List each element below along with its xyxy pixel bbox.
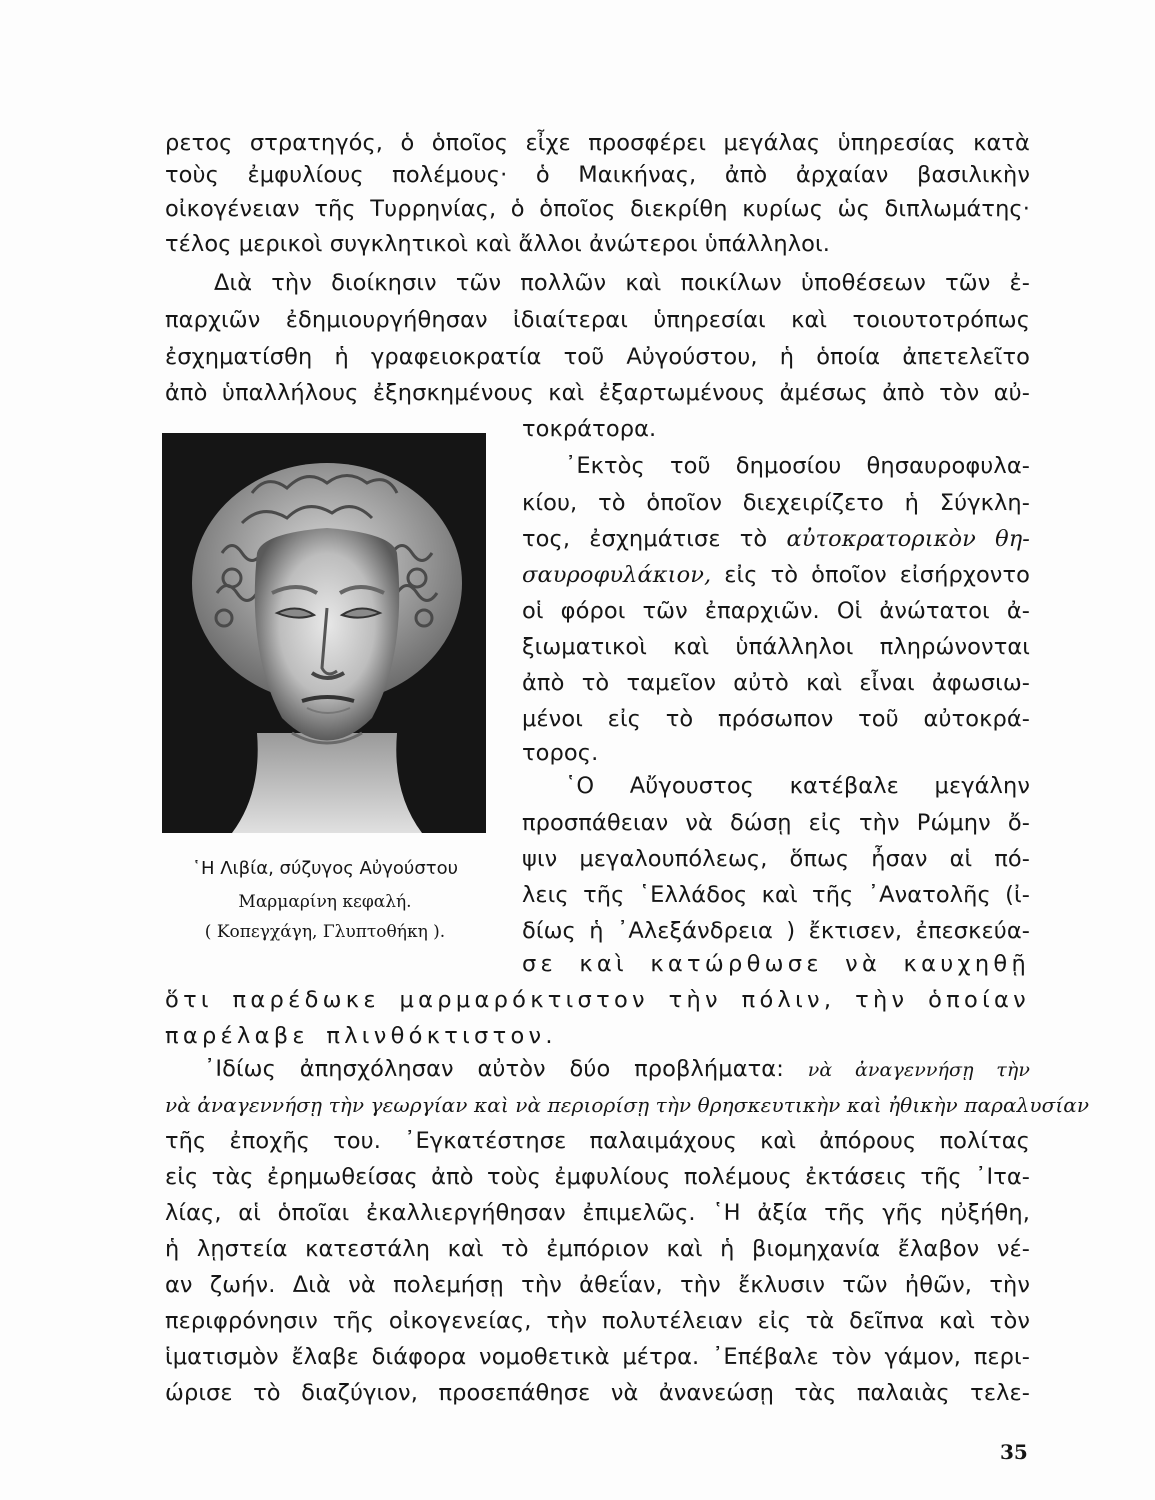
text-line: τέλος μερικοὶ συγκλητικοὶ καὶ ἄλλοι ἀνώτεροι ὑπάλληλοι. xyxy=(165,231,830,257)
text-line: κίου, τὸ ὁποῖον διεχειρίζετο ἡ Σύγκλη- xyxy=(522,490,1030,516)
portrait-illustration xyxy=(162,433,486,833)
spaced-emphasis-block: σε καὶ κατώρθωσε νὰ καυχηθῇ ὅτι παρέδωκε μαρμαρόκτιστον τὴν πόλιν, τὴν ὁποίαν παρέλαβε πλινθόκτιστον. xyxy=(165,951,1030,1049)
photo-caption-location: ( Κοπεγχάγη, Γλυπτοθήκη ). xyxy=(204,922,446,942)
paragraph-start-line-with-italic: ᾿Ιδίως ἀπησχόλησαν αὐτὸν δύο προβλήματα: νὰ ἀναγεννήσῃ τὴν xyxy=(204,1056,1030,1082)
text-line: περιφρόνησιν τῆς οἰκογενείας, τὴν πολυτέλειαν εἰς τὰ δεῖπνα καὶ τὸν xyxy=(165,1308,1030,1334)
text-line: δίως ἡ ᾿Αλεξάνδρεια ) ἔκτισεν, ἐπεσκεύα- xyxy=(522,918,1030,944)
text-line: μένοι εἰς τὸ πρόσωπον τοῦ αὐτοκρά- xyxy=(522,706,1030,732)
text-line: τορος. xyxy=(522,740,599,766)
paragraph-start-line: Διὰ τὴν διοίκησιν τῶν πολλῶν καὶ ποικίλων ὑποθέσεων τῶν ἐ- xyxy=(214,270,1030,296)
text-line: παρχιῶν ἐδημιουργήθησαν ἰδιαίτεραι ὑπηρεσίαι καὶ τοιουτοτρόπως xyxy=(165,307,1030,333)
text-line: ἀπὸ τὸ ταμεῖον αὐτὸ καὶ εἶναι ἀφωσιω- xyxy=(522,670,1030,696)
text-line: ἡ λῃστεία κατεστάλη καὶ τὸ ἐμπόριον καὶ ἡ βιομηχανία ἔλαβον νέ- xyxy=(165,1236,1030,1262)
text-line: προσπάθειαν νὰ δώσῃ εἰς τὴν Ρώμην ὄ- xyxy=(522,810,1030,836)
text-line: οἱ φόροι τῶν ἐπαρχιῶν. Οἱ ἀνώτατοι ἀ- xyxy=(522,598,1030,624)
text-line: ἐσχηματίσθη ἡ γραφειοκρατία τοῦ Αὐγούστου, ἡ ὁποία ἀπετελεῖτο xyxy=(165,344,1030,370)
text-line: τοὺς ἐμφυλίους πολέμους· ὁ Μαικήνας, ἀπὸ ἀρχαίαν βασιλικὴν xyxy=(165,162,1030,188)
text-line-with-italic: σαυροφυλάκιον, εἰς τὸ ὁποῖον εἰσήρχοντο xyxy=(522,562,1030,588)
text-line-with-italic: τος, ἐσχημάτισε τὸ αὐτοκρατορικὸν θη- xyxy=(522,526,1030,552)
text-line: ἱματισμὸν ἔλαβε διάφορα νομοθετικὰ μέτρα. ᾿Επέβαλε τὸν γάμον, περι- xyxy=(165,1344,1030,1370)
text-line: οἰκογένειαν τῆς Τυρρηνίας, ὁ ὁποῖος διεκρίθη κυρίως ὡς διπλωμάτης· xyxy=(165,196,1030,222)
italic-line: νὰ ἀναγεννήσῃ τὴν γεωργίαν καὶ νὰ περιορίσῃ τὴν θρησκευτικὴν καὶ ἠθικὴν παραλυσίαν xyxy=(165,1093,1090,1117)
text-line: ἀπὸ ὑπαλλήλους ἐξησκημένους καὶ ἐξαρτωμένους ἀμέσως ἀπὸ τὸν αὐ- xyxy=(165,380,1030,406)
text-line: εἰς τὰς ἐρημωθείσας ἀπὸ τοὺς ἐμφυλίους πολέμους ἐκτάσεις τῆς ᾿Ιτα- xyxy=(165,1164,1030,1190)
text-line: λίας, αἱ ὁποῖαι ἐκαλλιεργήθησαν ἐπιμελῶς. ῾Η ἀξία τῆς γῆς ηὐξήθη, xyxy=(165,1200,1030,1226)
text-line: ξιωματικοὶ καὶ ὑπάλληλοι πληρώνονται xyxy=(522,634,1030,660)
text-line: ψιν μεγαλουπόλεως, ὅπως ἦσαν αἱ πό- xyxy=(522,846,1030,872)
text-line: αν ζωήν. Διὰ νὰ πολεμήσῃ τὴν ἀθεΐαν, τὴν ἔκλυσιν τῶν ἠθῶν, τὴν xyxy=(165,1272,1030,1298)
marble-head-photo xyxy=(162,433,486,833)
paragraph-start-line: ᾿Εκτὸς τοῦ δημοσίου θησαυροφυλα- xyxy=(565,453,1030,479)
page-number: 35 xyxy=(1000,1440,1028,1464)
text-line: ρετος στρατηγός, ὁ ὁποῖος εἶχε προσφέρει μεγάλας ὑπηρεσίας κατὰ xyxy=(165,130,1030,156)
text-line: ώρισε τὸ διαζύγιον, προσεπάθησε νὰ ἀνανεώσῃ τὰς παλαιὰς τελε- xyxy=(165,1380,1030,1406)
photo-caption-title: ῾Η Λιβία, σύζυγος Αὐγούστου xyxy=(191,858,458,879)
paragraph-start-line: ῾Ο Αὔγουστος κατέβαλε μεγάλην xyxy=(565,773,1030,799)
text-line: λεις τῆς ῾Ελλάδος καὶ τῆς ᾿Ανατολῆς (ἰ- xyxy=(522,882,1030,908)
text-line: τοκράτορα. xyxy=(522,416,657,442)
photo-caption-material: Μαρμαρίνη κεφαλή. xyxy=(238,892,412,912)
text-line: τῆς ἐποχῆς του. ᾿Εγκατέστησε παλαιμάχους καὶ ἀπόρους πολίτας xyxy=(165,1128,1030,1154)
